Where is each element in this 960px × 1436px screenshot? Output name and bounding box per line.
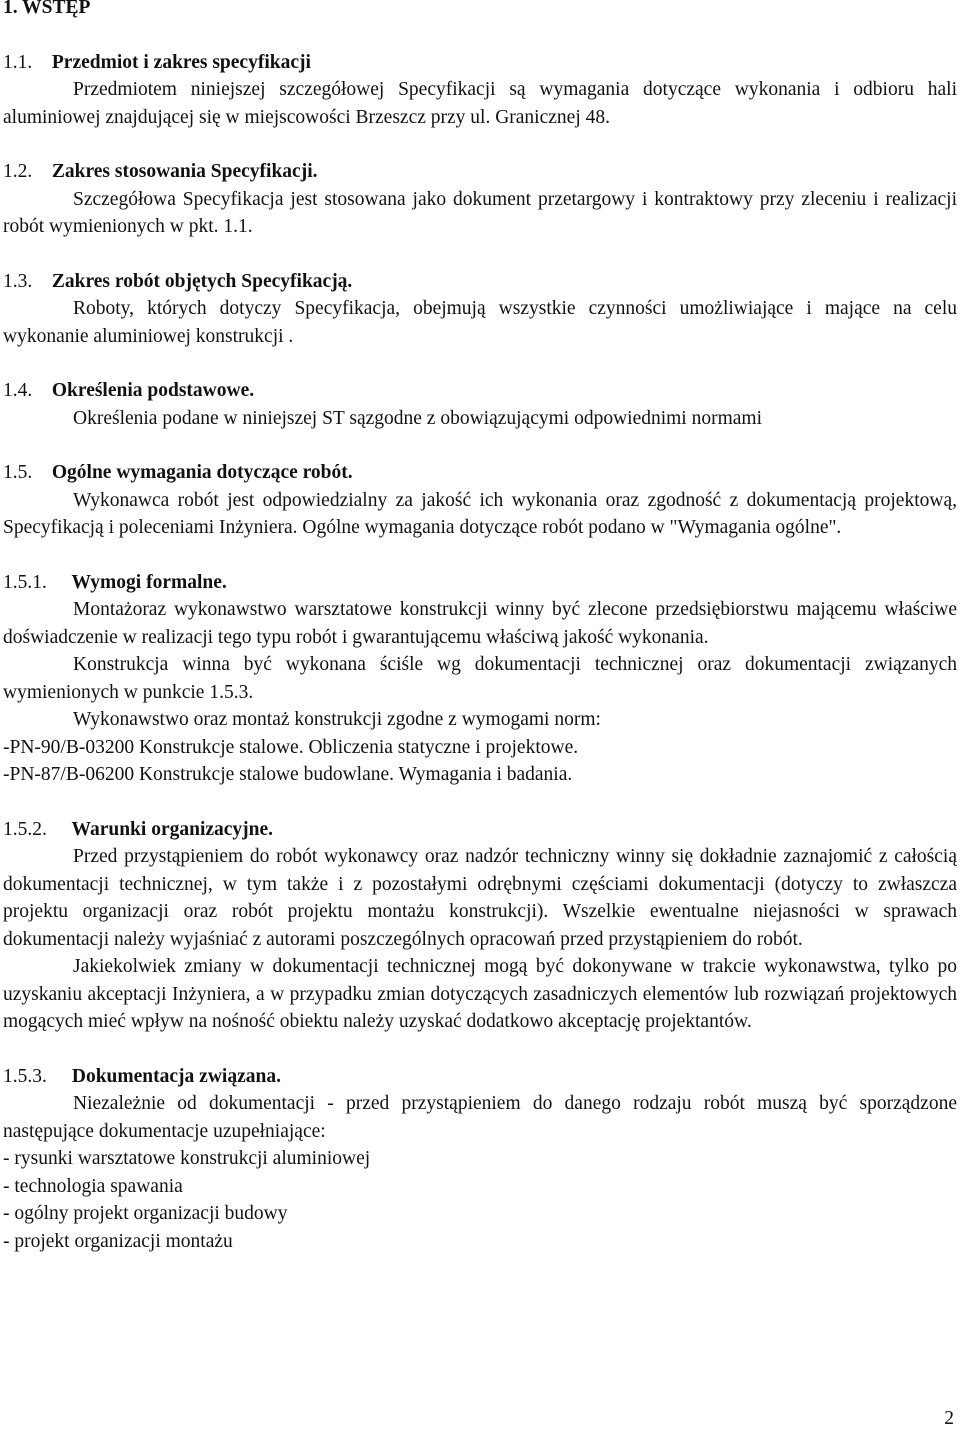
section-heading — [3, 816, 957, 844]
list-item: - technologia spawania — [3, 1175, 183, 1197]
section-1-5-3 — [3, 1063, 957, 1256]
section-title: Zakres robót objętych Specyfikacją. — [51, 270, 353, 292]
section-title: Warunki organizacyjne. — [71, 818, 274, 840]
list-item: - ogólny projekt organizacji budowy — [3, 1203, 288, 1224]
section-title: Przedmiot i zakres specyfikacji — [51, 51, 311, 73]
section-heading — [3, 158, 957, 186]
section-number: 1.5.2. — [3, 818, 47, 840]
paragraph: Jakiekolwiek zmiany w dokumentacji technicznej mogą być dokonywane w trakcie wykonawstwa, tylko po uzyskaniu akceptacji Inżyniera, a w przypadku zmian dotyczących zasadniczych elementów lub rozwiązań projektowych mogących mieć wpływ na nośność obiektu należy uzyskać dodatkowo akceptację projektantów. — [3, 956, 957, 1032]
paragraph: Wykonawca robót jest odpowiedzialny za jakość ich wykonania oraz zgodność z dokumentacją projektową, Specyfikacją i poleceniami Inżyniera. Ogólne wymagania dotyczące robót podano w "Wymagania ogólne". — [3, 489, 957, 538]
section-title: Zakres stosowania Specyfikacji. — [51, 161, 318, 182]
section-1-2 — [3, 158, 957, 241]
section-number: 1.1. — [3, 51, 33, 73]
section-1-4 — [3, 377, 957, 432]
chapter-title: 1. WSTĘP — [3, 0, 91, 18]
section-1-5-2 — [3, 816, 957, 1036]
paragraph: Konstrukcja winna być wykonana ściśle wg dokumentacji technicznej oraz dokumentacji związanych wymienionych w punkcie 1.5.3. — [3, 654, 957, 703]
section-heading — [3, 268, 957, 296]
norm-item: -PN-90/B-03200 Konstrukcje stalowe. Obliczenia statyczne i projektowe. — [3, 736, 579, 758]
section-number: 1.3. — [3, 270, 33, 292]
section-1-5 — [3, 459, 957, 542]
section-number: 1.5.1. — [3, 571, 47, 593]
section-title: Wymogi formalne. — [71, 571, 227, 593]
norm-item: -PN-87/B-06200 Konstrukcje stalowe budowlane. Wymagania i badania. — [3, 764, 573, 785]
section-title: Ogólne wymagania dotyczące robót. — [51, 462, 353, 483]
section-1-3 — [3, 268, 957, 351]
section-title: Dokumentacja związana. — [71, 1065, 281, 1087]
paragraph: Szczegółowa Specyfikacja jest stosowana jako dokument przetargowy i kontraktowy przy zleceniu i realizacji robót wymienionych w pkt. 1.1. — [3, 188, 957, 237]
paragraph: Roboty, których dotyczy Specyfikacja, obejmują wszystkie czynności umożliwiające i mające na celu wykonanie aluminiowej konstrukcji . — [3, 298, 957, 347]
list-item: - projekt organizacji montażu — [3, 1230, 233, 1252]
section-heading — [3, 459, 957, 487]
section-1-5-1 — [3, 569, 957, 789]
document-page — [3, 0, 957, 1282]
paragraph: Przedmiotem niniejszej szczegółowej Specyfikacji są wymagania dotyczące wykonania i odbioru hali aluminiowej znajdującej się w miejscowości Brzeszcz przy ul. Granicznej 48. — [3, 79, 957, 128]
section-number: 1.5.3. — [3, 1065, 47, 1087]
section-heading — [3, 49, 957, 77]
section-title: Określenia podstawowe. — [51, 380, 255, 401]
section-heading — [3, 1063, 957, 1091]
paragraph: Montażoraz wykonawstwo warsztatowe konstrukcji winny być zlecone przedsiębiorstwu mającemu właściwe doświadczenie w realizacji tego typu robót i gwarantującemu właściwą jakość wykonania. — [3, 599, 957, 648]
section-number: 1.4. — [3, 380, 33, 401]
section-number: 1.5. — [3, 462, 33, 483]
paragraph: Określenia podane w niniejszej ST sązgodne z obowiązującymi odpowiednimi normami — [73, 407, 763, 429]
paragraph: Wykonawstwo oraz montaż konstrukcji zgodne z wymogami norm: — [73, 709, 601, 730]
paragraph: Przed przystąpieniem do robót wykonawcy oraz nadzór techniczny winny się dokładnie zaznajomić z całością dokumentacji technicznej, w tym także i z pozostałymi odrębnymi częściami dokumentacji (dotyczy to zwłaszcza projektu organizacji oraz robót projektu montażu konstrukcji). Wszelkie ewentualne niejasności w sprawach dokumentacji należy wyjaśniać z autorami poszczególnych opracowań przed przystąpieniem do robót. — [3, 846, 957, 950]
paragraph: Niezależnie od dokumentacji - przed przystąpieniem do danego rodzaju robót muszą być sporządzone następujące dokumentacje uzupełniające: — [3, 1093, 957, 1142]
section-heading — [3, 377, 957, 405]
section-1-1 — [3, 49, 957, 132]
section-heading — [3, 569, 957, 597]
list-item: - rysunki warsztatowe konstrukcji aluminiowej — [3, 1148, 371, 1169]
section-number: 1.2. — [3, 161, 33, 182]
page-number: 2 — [944, 1407, 954, 1429]
